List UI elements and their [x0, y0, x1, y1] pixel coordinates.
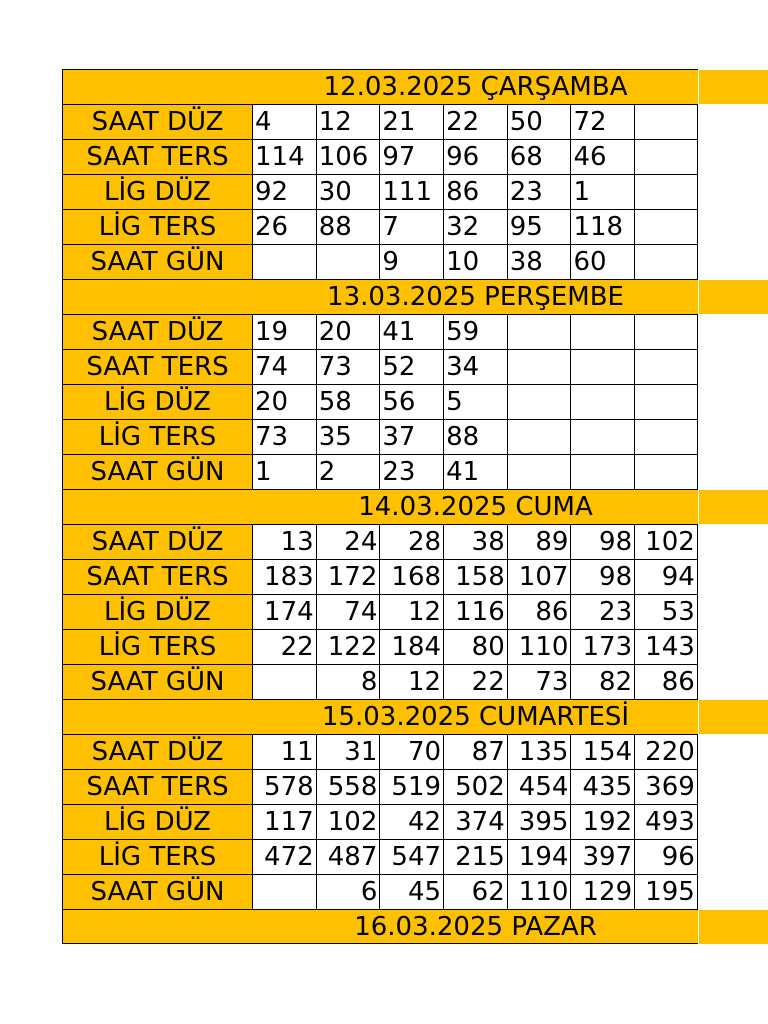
- table-cell: 95: [507, 209, 571, 244]
- table-cell: 168: [379, 559, 443, 594]
- table-cell: 41: [379, 314, 443, 349]
- day-header: [62, 69, 698, 104]
- table-cell: 154: [570, 734, 634, 769]
- table-cell: 88: [316, 209, 380, 244]
- table-cell: [507, 384, 571, 419]
- table-cell: 38: [443, 524, 507, 559]
- table-cell: 80: [443, 629, 507, 664]
- row-label: SAAT TERS: [62, 559, 252, 594]
- table-cell: 23: [379, 454, 443, 489]
- row-label: LİG DÜZ: [62, 174, 252, 209]
- table-cell: 215: [443, 839, 507, 874]
- table-cell: 116: [443, 594, 507, 629]
- table-cell: [634, 104, 698, 139]
- day-header: [62, 489, 698, 524]
- table-cell: 46: [570, 139, 634, 174]
- day-title: 16.03.2025 PAZAR: [354, 912, 597, 942]
- table-cell: 13: [252, 524, 316, 559]
- table-cell: [634, 349, 698, 384]
- table-cell: 107: [507, 559, 571, 594]
- table-cell: 12: [379, 664, 443, 699]
- header-fill-band: [699, 490, 768, 524]
- table-cell: 2: [316, 454, 380, 489]
- table-cell: 172: [316, 559, 380, 594]
- table-cell: 94: [634, 559, 698, 594]
- table-cell: 487: [316, 839, 380, 874]
- table-cell: 106: [316, 139, 380, 174]
- table-cell: [634, 209, 698, 244]
- table-cell: 1: [570, 174, 634, 209]
- table-cell: 26: [252, 209, 316, 244]
- table-row: [62, 874, 698, 909]
- row-label: SAAT DÜZ: [62, 734, 252, 769]
- row-label: LİG DÜZ: [62, 804, 252, 839]
- table-cell: 98: [570, 559, 634, 594]
- day-block: [62, 69, 698, 279]
- row-label: LİG TERS: [62, 209, 252, 244]
- table-cell: 184: [379, 629, 443, 664]
- table-row: [62, 594, 698, 629]
- table-cell: 11: [252, 734, 316, 769]
- table-cell: [570, 314, 634, 349]
- table-cell: 12: [379, 594, 443, 629]
- table-cell: [634, 174, 698, 209]
- header-fill-band: [699, 70, 768, 104]
- table-cell: 58: [316, 384, 380, 419]
- table-row: [62, 244, 698, 279]
- table-cell: [252, 874, 316, 909]
- table-row: [62, 139, 698, 174]
- table-cell: 19: [252, 314, 316, 349]
- table-cell: 88: [443, 419, 507, 454]
- table-cell: [634, 384, 698, 419]
- table-cell: 102: [634, 524, 698, 559]
- table-cell: 96: [443, 139, 507, 174]
- table-cell: 22: [252, 629, 316, 664]
- table-cell: 92: [252, 174, 316, 209]
- table-cell: 73: [507, 664, 571, 699]
- table-cell: [634, 419, 698, 454]
- table-cell: 519: [379, 769, 443, 804]
- row-label: LİG DÜZ: [62, 384, 252, 419]
- table-cell: 9: [379, 244, 443, 279]
- table-cell: 122: [316, 629, 380, 664]
- lottery-results-sheet: [62, 69, 698, 944]
- table-cell: 435: [570, 769, 634, 804]
- table-cell: 114: [252, 139, 316, 174]
- table-cell: 42: [379, 804, 443, 839]
- table-row: [62, 174, 698, 209]
- table-cell: 70: [379, 734, 443, 769]
- row-label: SAAT GÜN: [62, 664, 252, 699]
- row-label: SAAT GÜN: [62, 244, 252, 279]
- row-label: SAAT TERS: [62, 139, 252, 174]
- day-title: 12.03.2025 ÇARŞAMBA: [323, 72, 628, 102]
- day-title: 13.03.2025 PERŞEMBE: [327, 282, 624, 312]
- table-cell: 192: [570, 804, 634, 839]
- table-row: [62, 454, 698, 489]
- table-row: [62, 104, 698, 139]
- table-cell: 97: [379, 139, 443, 174]
- table-cell: 34: [443, 349, 507, 384]
- table-cell: 82: [570, 664, 634, 699]
- header-fill-band: [699, 700, 768, 734]
- table-cell: 6: [316, 874, 380, 909]
- table-cell: 118: [570, 209, 634, 244]
- table-cell: 23: [570, 594, 634, 629]
- table-cell: 143: [634, 629, 698, 664]
- row-label: SAAT DÜZ: [62, 104, 252, 139]
- table-cell: 110: [507, 874, 571, 909]
- table-cell: 62: [443, 874, 507, 909]
- table-cell: 59: [443, 314, 507, 349]
- table-cell: 38: [507, 244, 571, 279]
- row-label: SAAT TERS: [62, 349, 252, 384]
- row-label: LİG TERS: [62, 839, 252, 874]
- table-cell: [634, 139, 698, 174]
- table-cell: 20: [316, 314, 380, 349]
- table-cell: 53: [634, 594, 698, 629]
- table-cell: 195: [634, 874, 698, 909]
- table-cell: 21: [379, 104, 443, 139]
- table-cell: 73: [252, 419, 316, 454]
- table-cell: 4: [252, 104, 316, 139]
- header-fill-band: [699, 910, 768, 944]
- table-cell: 73: [316, 349, 380, 384]
- table-cell: 74: [252, 349, 316, 384]
- table-cell: 547: [379, 839, 443, 874]
- table-cell: 45: [379, 874, 443, 909]
- table-cell: 86: [443, 174, 507, 209]
- table-cell: 24: [316, 524, 380, 559]
- table-cell: [570, 419, 634, 454]
- table-row: [62, 559, 698, 594]
- table-row: [62, 349, 698, 384]
- table-cell: 220: [634, 734, 698, 769]
- table-cell: [507, 314, 571, 349]
- table-row: [62, 664, 698, 699]
- table-cell: 35: [316, 419, 380, 454]
- table-cell: 86: [634, 664, 698, 699]
- header-fill-band: [699, 280, 768, 314]
- table-cell: [507, 454, 571, 489]
- table-cell: 135: [507, 734, 571, 769]
- table-cell: 374: [443, 804, 507, 839]
- table-cell: 22: [443, 664, 507, 699]
- table-cell: 56: [379, 384, 443, 419]
- table-cell: 173: [570, 629, 634, 664]
- table-cell: 72: [570, 104, 634, 139]
- table-cell: 174: [252, 594, 316, 629]
- table-cell: 52: [379, 349, 443, 384]
- table-cell: 158: [443, 559, 507, 594]
- table-cell: 12: [316, 104, 380, 139]
- row-label: SAAT TERS: [62, 769, 252, 804]
- table-cell: [570, 454, 634, 489]
- day-block: [62, 279, 698, 489]
- day-block: [62, 699, 698, 909]
- table-cell: 41: [443, 454, 507, 489]
- day-block: [62, 909, 698, 944]
- table-cell: 493: [634, 804, 698, 839]
- table-cell: 369: [634, 769, 698, 804]
- table-cell: 454: [507, 769, 571, 804]
- table-cell: 23: [507, 174, 571, 209]
- table-cell: [634, 314, 698, 349]
- table-cell: 8: [316, 664, 380, 699]
- table-cell: [252, 664, 316, 699]
- table-cell: 502: [443, 769, 507, 804]
- table-cell: 37: [379, 419, 443, 454]
- row-label: LİG TERS: [62, 419, 252, 454]
- table-cell: 7: [379, 209, 443, 244]
- table-cell: [634, 454, 698, 489]
- table-cell: [634, 244, 698, 279]
- day-title: 14.03.2025 CUMA: [358, 492, 593, 522]
- table-cell: 578: [252, 769, 316, 804]
- table-cell: [570, 349, 634, 384]
- row-label: LİG TERS: [62, 629, 252, 664]
- day-title: 15.03.2025 CUMARTESİ: [321, 702, 630, 732]
- table-row: [62, 314, 698, 349]
- table-cell: 194: [507, 839, 571, 874]
- row-label: SAAT DÜZ: [62, 524, 252, 559]
- day-header: [62, 909, 698, 944]
- table-cell: 472: [252, 839, 316, 874]
- table-cell: 102: [316, 804, 380, 839]
- table-cell: 397: [570, 839, 634, 874]
- table-cell: 1: [252, 454, 316, 489]
- table-cell: 28: [379, 524, 443, 559]
- table-row: [62, 384, 698, 419]
- table-cell: 68: [507, 139, 571, 174]
- table-cell: [507, 349, 571, 384]
- table-cell: 98: [570, 524, 634, 559]
- table-cell: 89: [507, 524, 571, 559]
- table-cell: 183: [252, 559, 316, 594]
- table-row: [62, 629, 698, 664]
- table-cell: 32: [443, 209, 507, 244]
- table-cell: [570, 384, 634, 419]
- table-cell: 395: [507, 804, 571, 839]
- row-label: SAAT DÜZ: [62, 314, 252, 349]
- table-cell: 110: [507, 629, 571, 664]
- table-row: [62, 839, 698, 874]
- table-row: [62, 209, 698, 244]
- table-row: [62, 769, 698, 804]
- table-row: [62, 419, 698, 454]
- table-cell: 558: [316, 769, 380, 804]
- row-label: SAAT GÜN: [62, 874, 252, 909]
- table-cell: [507, 419, 571, 454]
- table-cell: 30: [316, 174, 380, 209]
- table-cell: 5: [443, 384, 507, 419]
- table-cell: 60: [570, 244, 634, 279]
- day-block: [62, 489, 698, 699]
- table-cell: 10: [443, 244, 507, 279]
- row-label: SAAT GÜN: [62, 454, 252, 489]
- table-cell: 117: [252, 804, 316, 839]
- table-cell: [316, 244, 380, 279]
- table-cell: [252, 244, 316, 279]
- table-cell: 96: [634, 839, 698, 874]
- table-row: [62, 524, 698, 559]
- row-label: LİG DÜZ: [62, 594, 252, 629]
- table-cell: 20: [252, 384, 316, 419]
- table-row: [62, 804, 698, 839]
- table-cell: 74: [316, 594, 380, 629]
- table-cell: 22: [443, 104, 507, 139]
- table-cell: 31: [316, 734, 380, 769]
- table-cell: 111: [379, 174, 443, 209]
- table-cell: 129: [570, 874, 634, 909]
- table-cell: 50: [507, 104, 571, 139]
- day-header: [62, 279, 698, 314]
- table-cell: 87: [443, 734, 507, 769]
- table-row: [62, 734, 698, 769]
- day-header: [62, 699, 698, 734]
- table-cell: 86: [507, 594, 571, 629]
